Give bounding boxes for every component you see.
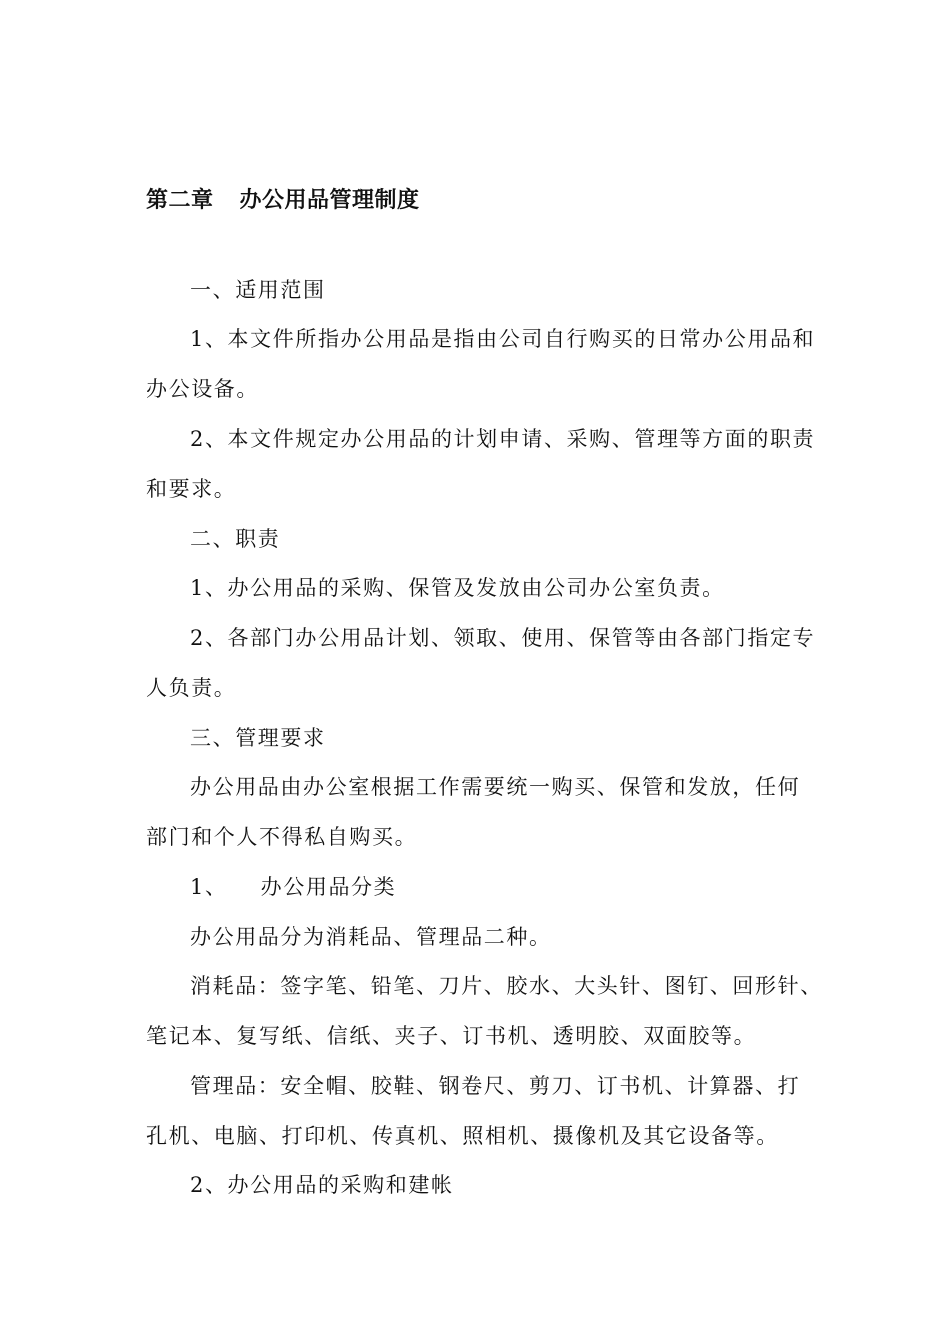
paragraph-line: 管理品：安全帽、胶鞋、钢卷尺、剪刀、订书机、计算器、打 xyxy=(190,1074,801,1098)
chapter-label: 第二章 xyxy=(146,188,214,213)
section-heading-scope: 一、适用范围 xyxy=(190,278,326,302)
paragraph-line: 办公用品由办公室根据工作需要统一购买、保管和发放，任何 xyxy=(190,775,801,799)
paragraph-line: 2、本文件规定办公用品的计划申请、采购、管理等方面的职责 xyxy=(190,427,816,451)
paragraph-line: 消耗品：签字笔、铅笔、刀片、胶水、大头针、图钉、回形针、 xyxy=(190,974,823,998)
paragraph-line: 办公设备。 xyxy=(146,377,259,401)
chapter-heading xyxy=(146,184,420,218)
paragraph-line: 孔机、电脑、打印机、传真机、照相机、摄像机及其它设备等。 xyxy=(146,1124,779,1148)
chapter-title: 办公用品管理制度 xyxy=(239,188,420,213)
paragraph-line: 2、各部门办公用品计划、领取、使用、保管等由各部门指定专 xyxy=(190,626,816,650)
paragraph-line: 笔记本、复写纸、信纸、夹子、订书机、透明胶、双面胶等。 xyxy=(146,1024,757,1048)
paragraph-line: 部门和个人不得私自购买。 xyxy=(146,825,418,849)
paragraph-line: 人负责。 xyxy=(146,676,237,700)
subsection-heading-purchasing: 2、办公用品的采购和建帐 xyxy=(190,1173,454,1197)
subsection-heading-classification: 1、 办公用品分类 xyxy=(190,875,397,899)
paragraph-line: 和要求。 xyxy=(146,477,237,501)
paragraph-line: 1、本文件所指办公用品是指由公司自行购买的日常办公用品和 xyxy=(190,327,816,351)
paragraph-line: 办公用品分为消耗品、管理品二种。 xyxy=(190,925,552,949)
paragraph-line: 1、办公用品的采购、保管及发放由公司办公室负责。 xyxy=(190,576,725,600)
section-heading-duties: 二、职责 xyxy=(190,527,281,551)
section-heading-requirements: 三、管理要求 xyxy=(190,726,326,750)
